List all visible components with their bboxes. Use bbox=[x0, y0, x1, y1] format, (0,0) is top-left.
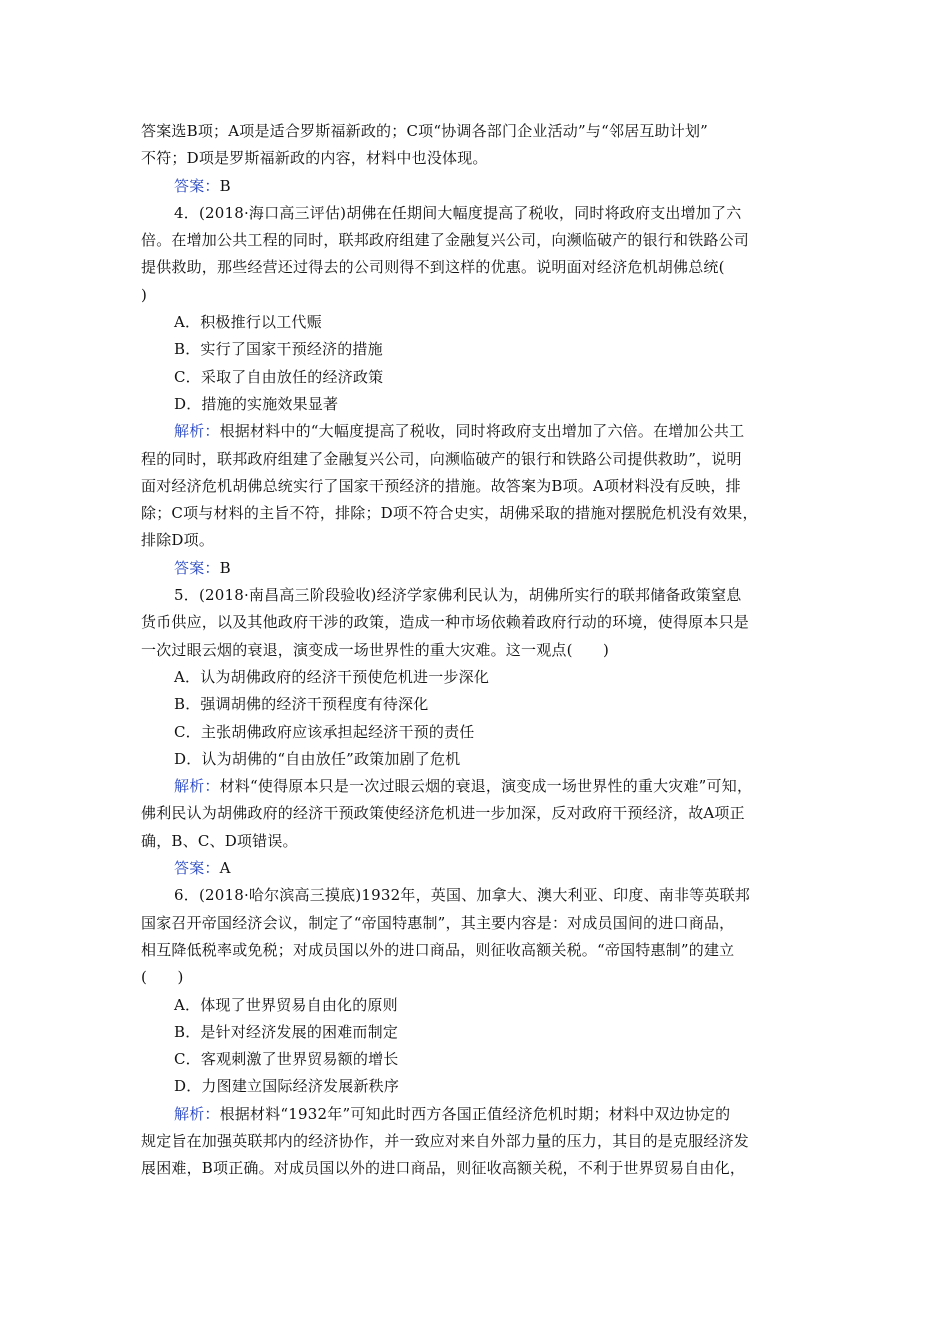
analysis-label: 解析： bbox=[174, 422, 220, 441]
answer-line bbox=[141, 855, 810, 882]
analysis-label: 解析： bbox=[174, 777, 220, 796]
explanation-line: 答案选B项；A项是适合罗斯福新政的；C项“协调各部门企业活动”与“邻居互助计划” bbox=[141, 122, 709, 140]
option-b: B．是针对经济发展的困难而制定 bbox=[174, 1022, 399, 1041]
answer-label: 答案： bbox=[174, 176, 220, 195]
option-b: B．强调胡佛的经济干预程度有待深化 bbox=[174, 695, 429, 714]
analysis-text: 根据材料中的“大幅度提高了税收，同时将政府支出增加了六倍。在增加公共工 bbox=[219, 422, 745, 441]
option-d: D．措施的实施效果显著 bbox=[174, 394, 339, 413]
analysis-text: 材料“使得原本只是一次过眼云烟的衰退，演变成一场世界性的重大灾难”可知， bbox=[219, 777, 753, 796]
question-stem-line: 货币供应，以及其他政府干涉的政策，造成一种市场依赖着政府行动的环境，使得原本只是 bbox=[141, 613, 750, 632]
answer-line bbox=[141, 555, 810, 582]
question-stem-line: 国家召开帝国经济会议，制定了“帝国特惠制”，其主要内容是：对成员国间的进口商品， bbox=[141, 913, 735, 932]
option-a: A．积极推行以工代赈 bbox=[174, 313, 322, 332]
analysis-line: 确，B、C、D项错误。 bbox=[141, 831, 298, 850]
explanation-line: 不符；D项是罗斯福新政的内容，材料中也没体现。 bbox=[141, 149, 488, 168]
option-c: C．客观刺激了世界贸易额的增长 bbox=[174, 1050, 399, 1069]
analysis-line: 程的同时，联邦政府组建了金融复兴公司，向濒临破产的银行和铁路公司提供救助”，说明 bbox=[141, 449, 742, 468]
analysis-line bbox=[141, 773, 810, 800]
option-a: A．体现了世界贸易自由化的原则 bbox=[174, 995, 398, 1014]
analysis-line: 面对经济危机胡佛总统实行了国家干预经济的措施。故答案为B项。A项材料没有反映，排 bbox=[141, 476, 741, 495]
analysis-line: 展困难，B项正确。对成员国以外的进口商品，则征收高额关税，不利于世界贸易自由化， bbox=[141, 1159, 746, 1178]
answer-label: 答案： bbox=[174, 558, 220, 577]
question-stem-line: ) bbox=[141, 285, 148, 304]
analysis-label: 解析： bbox=[174, 1104, 220, 1123]
answer-value: B bbox=[219, 176, 231, 195]
question-stem-line: 4．(2018·海口高三评估)胡佛在任期间大幅度提高了税收，同时将政府支出增加了六 bbox=[174, 203, 742, 222]
answer-label: 答案： bbox=[174, 859, 220, 878]
option-c: C．采取了自由放任的经济政策 bbox=[174, 367, 384, 386]
answer-line bbox=[141, 173, 810, 200]
question-stem-line: 提供救助，那些经营还过得去的公司则得不到这样的优惠。说明面对经济危机胡佛总统( bbox=[141, 258, 725, 277]
question-stem-line: ( ) bbox=[141, 968, 184, 987]
analysis-line: 佛利民认为胡佛政府的经济干预政策使经济危机进一步加深，反对政府干预经济，故A项正 bbox=[141, 804, 745, 823]
option-b: B．实行了国家干预经济的措施 bbox=[174, 340, 383, 359]
option-a: A．认为胡佛政府的经济干预使危机进一步深化 bbox=[174, 667, 490, 686]
answer-value: B bbox=[219, 558, 231, 577]
analysis-line: 规定旨在加强英联邦内的经济协作，并一致应对来自外部力量的压力，其目的是克服经济发 bbox=[141, 1131, 750, 1150]
option-d: D．力图建立国际经济发展新秩序 bbox=[174, 1077, 400, 1096]
answer-value: A bbox=[219, 859, 231, 878]
analysis-line bbox=[141, 1101, 810, 1128]
question-stem-line: 5．(2018·南昌高三阶段验收)经济学家佛利民认为，胡佛所实行的联邦储备政策窒息 bbox=[174, 586, 742, 605]
question-stem-line: 一次过眼云烟的衰退，演变成一场世界性的重大灾难。这一观点( ) bbox=[141, 640, 610, 659]
analysis-text: 根据材料“1932年”可知此时西方各国正值经济危机时期；材料中双边协定的 bbox=[219, 1104, 731, 1123]
analysis-line: 排除D项。 bbox=[141, 531, 215, 550]
analysis-line: 除；C项与材料的主旨不符，排除；D项不符合史实，胡佛采取的措施对摆脱危机没有效果， bbox=[141, 504, 758, 523]
question-stem-line: 相互降低税率或免税；对成员国以外的进口商品，则征收高额关税。“帝国特惠制”的建立 bbox=[141, 940, 735, 959]
option-d: D．认为胡佛的“自由放任”政策加剧了危机 bbox=[174, 749, 461, 768]
question-stem-line: 6．(2018·哈尔滨高三摸底)1932年，英国、加拿大、澳大利亚、印度、南非等英联邦 bbox=[174, 886, 750, 905]
question-stem-line: 倍。在增加公共工程的同时，联邦政府组建了金融复兴公司，向濒临破产的银行和铁路公司 bbox=[141, 231, 750, 250]
option-c: C．主张胡佛政府应该承担起经济干预的责任 bbox=[174, 722, 475, 741]
analysis-line bbox=[141, 418, 810, 445]
